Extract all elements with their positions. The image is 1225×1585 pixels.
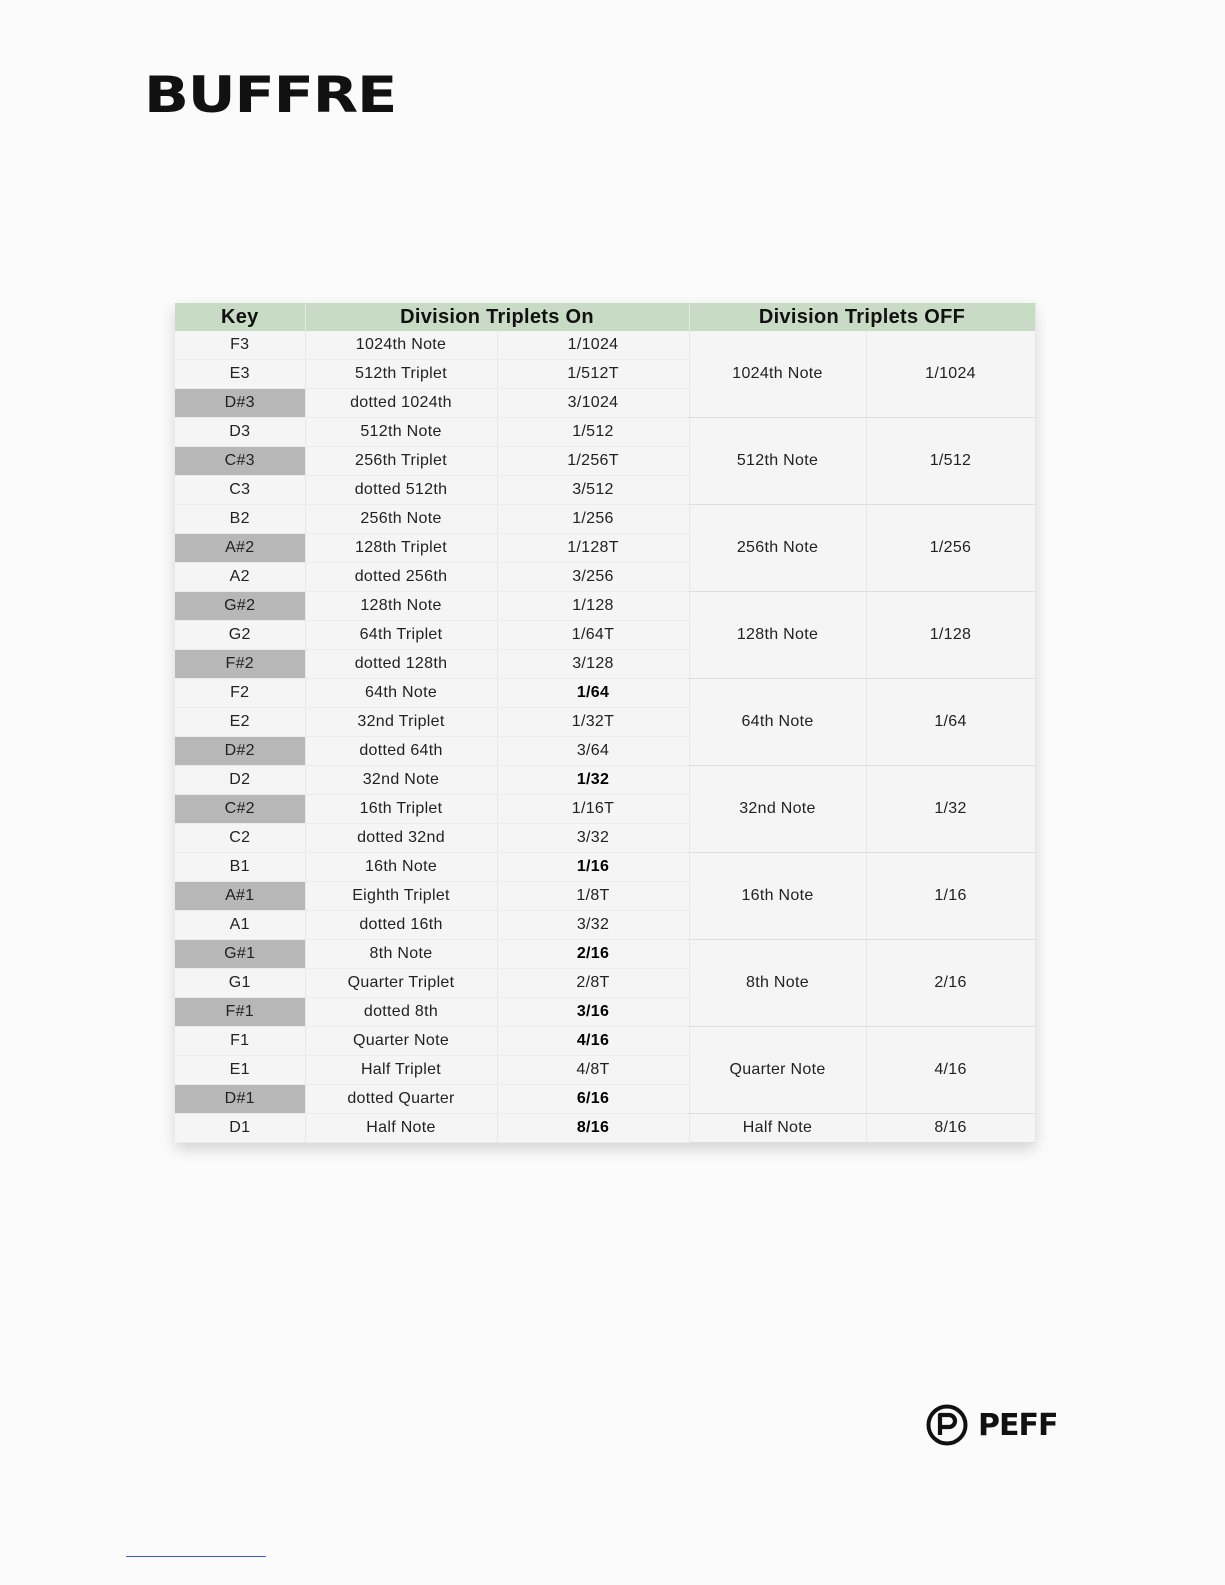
triplets-on-value-cell: 1/512T <box>497 360 689 389</box>
key-cell: A2 <box>175 563 305 592</box>
triplets-on-value-cell: 3/64 <box>497 737 689 766</box>
table-row <box>175 1114 1035 1143</box>
triplets-on-value-cell: 3/256 <box>497 563 689 592</box>
table-row <box>175 331 1035 360</box>
triplets-on-value-cell: 1/64 <box>497 679 689 708</box>
triplets-off-value-cell: 4/16 <box>866 1027 1035 1114</box>
triplets-on-value-cell: 8/16 <box>497 1114 689 1143</box>
triplets-off-value-cell: 1/1024 <box>866 331 1035 418</box>
peff-brand-text: PEFF <box>978 1407 1058 1443</box>
triplets-on-value-cell: 1/128T <box>497 534 689 563</box>
triplets-on-label-cell: 16th Note <box>305 853 497 882</box>
triplets-on-label-cell: Half Note <box>305 1114 497 1143</box>
triplets-on-value-cell: 3/128 <box>497 650 689 679</box>
triplets-on-label-cell: 64th Note <box>305 679 497 708</box>
triplets-on-label-cell: 8th Note <box>305 940 497 969</box>
triplets-on-label-cell: 16th Triplet <box>305 795 497 824</box>
key-cell: A#1 <box>175 882 305 911</box>
triplets-on-value-cell: 1/256T <box>497 447 689 476</box>
triplets-on-label-cell: Quarter Note <box>305 1027 497 1056</box>
triplets-on-label-cell: dotted 256th <box>305 563 497 592</box>
triplets-on-label-cell: 256th Note <box>305 505 497 534</box>
triplets-on-value-cell: 1/16 <box>497 853 689 882</box>
key-cell: D1 <box>175 1114 305 1143</box>
key-cell: G2 <box>175 621 305 650</box>
table-row <box>175 679 1035 708</box>
key-cell: C#2 <box>175 795 305 824</box>
key-cell: D#2 <box>175 737 305 766</box>
triplets-on-label-cell: 32nd Note <box>305 766 497 795</box>
triplets-on-label-cell: dotted 16th <box>305 911 497 940</box>
triplets-on-label-cell: 32nd Triplet <box>305 708 497 737</box>
table-row <box>175 592 1035 621</box>
triplets-off-label-cell: 128th Note <box>689 592 866 679</box>
table-row <box>175 505 1035 534</box>
triplets-on-label-cell: 128th Triplet <box>305 534 497 563</box>
triplets-on-value-cell: 3/16 <box>497 998 689 1027</box>
triplets-off-value-cell: 1/256 <box>866 505 1035 592</box>
triplets-on-value-cell: 1/1024 <box>497 331 689 360</box>
triplets-off-label-cell: 64th Note <box>689 679 866 766</box>
key-cell: G#1 <box>175 940 305 969</box>
key-cell: G1 <box>175 969 305 998</box>
division-table-container <box>175 303 1035 1143</box>
triplets-on-value-cell: 4/8T <box>497 1056 689 1085</box>
triplets-off-value-cell: 8/16 <box>866 1114 1035 1143</box>
triplets-on-value-cell: 1/8T <box>497 882 689 911</box>
key-cell: E3 <box>175 360 305 389</box>
triplets-on-value-cell: 1/32T <box>497 708 689 737</box>
triplets-on-label-cell: 64th Triplet <box>305 621 497 650</box>
key-cell: F1 <box>175 1027 305 1056</box>
triplets-on-value-cell: 1/64T <box>497 621 689 650</box>
triplets-on-label-cell: 1024th Note <box>305 331 497 360</box>
key-cell: F#1 <box>175 998 305 1027</box>
triplets-on-label-cell: Half Triplet <box>305 1056 497 1085</box>
triplets-on-label-cell: Quarter Triplet <box>305 969 497 998</box>
triplets-on-value-cell: 4/16 <box>497 1027 689 1056</box>
triplets-on-value-cell: 3/512 <box>497 476 689 505</box>
triplets-on-label-cell: 256th Triplet <box>305 447 497 476</box>
triplets-off-value-cell: 1/512 <box>866 418 1035 505</box>
key-cell: D#1 <box>175 1085 305 1114</box>
triplets-on-label-cell: dotted 512th <box>305 476 497 505</box>
table-body <box>175 331 1035 1143</box>
triplets-on-label-cell: dotted 1024th <box>305 389 497 418</box>
triplets-off-label-cell: 32nd Note <box>689 766 866 853</box>
table-row <box>175 853 1035 882</box>
key-cell: C2 <box>175 824 305 853</box>
triplets-on-label-cell: Eighth Triplet <box>305 882 497 911</box>
triplets-off-label-cell: 16th Note <box>689 853 866 940</box>
triplets-on-value-cell: 1/16T <box>497 795 689 824</box>
triplets-on-value-cell: 1/32 <box>497 766 689 795</box>
table-row <box>175 1027 1035 1056</box>
triplets-on-label-cell: dotted 32nd <box>305 824 497 853</box>
triplets-off-value-cell: 1/32 <box>866 766 1035 853</box>
triplets-off-label-cell: 256th Note <box>689 505 866 592</box>
triplets-on-value-cell: 3/32 <box>497 911 689 940</box>
triplets-on-label-cell: dotted 128th <box>305 650 497 679</box>
footer-link-underline <box>126 1556 266 1557</box>
triplets-on-value-cell: 3/1024 <box>497 389 689 418</box>
triplets-on-label-cell: dotted 64th <box>305 737 497 766</box>
key-cell: F2 <box>175 679 305 708</box>
key-cell: D2 <box>175 766 305 795</box>
table-row <box>175 766 1035 795</box>
peff-logo <box>926 1404 1057 1446</box>
triplets-off-value-cell: 1/16 <box>866 853 1035 940</box>
key-cell: F3 <box>175 331 305 360</box>
key-cell: D3 <box>175 418 305 447</box>
peff-p-circle-icon <box>926 1404 968 1446</box>
key-cell: D#3 <box>175 389 305 418</box>
triplets-on-value-cell: 3/32 <box>497 824 689 853</box>
triplets-off-value-cell: 1/128 <box>866 592 1035 679</box>
triplets-on-value-cell: 2/8T <box>497 969 689 998</box>
key-cell: A1 <box>175 911 305 940</box>
triplets-on-label-cell: 512th Note <box>305 418 497 447</box>
triplets-on-label-cell: dotted 8th <box>305 998 497 1027</box>
key-cell: F#2 <box>175 650 305 679</box>
triplets-off-label-cell: 8th Note <box>689 940 866 1027</box>
table-row <box>175 418 1035 447</box>
triplets-on-value-cell: 2/16 <box>497 940 689 969</box>
key-cell: G#2 <box>175 592 305 621</box>
triplets-off-label-cell: 512th Note <box>689 418 866 505</box>
key-cell: C3 <box>175 476 305 505</box>
key-cell: E1 <box>175 1056 305 1085</box>
triplets-off-label-cell: 1024th Note <box>689 331 866 418</box>
table-header-row <box>175 303 1035 331</box>
key-cell: C#3 <box>175 447 305 476</box>
triplets-on-label-cell: dotted Quarter <box>305 1085 497 1114</box>
key-cell: A#2 <box>175 534 305 563</box>
triplets-off-label-cell: Half Note <box>689 1114 866 1143</box>
buffre-logo: BUFFRE <box>144 66 397 124</box>
triplets-off-value-cell: 2/16 <box>866 940 1035 1027</box>
triplets-on-value-cell: 6/16 <box>497 1085 689 1114</box>
key-cell: E2 <box>175 708 305 737</box>
key-cell: B2 <box>175 505 305 534</box>
header-triplets-on: Division Triplets On <box>305 303 689 331</box>
triplets-on-value-cell: 1/512 <box>497 418 689 447</box>
triplets-on-label-cell: 512th Triplet <box>305 360 497 389</box>
triplets-on-label-cell: 128th Note <box>305 592 497 621</box>
division-table <box>175 303 1036 1143</box>
table-row <box>175 940 1035 969</box>
key-cell: B1 <box>175 853 305 882</box>
triplets-off-value-cell: 1/64 <box>866 679 1035 766</box>
triplets-on-value-cell: 1/128 <box>497 592 689 621</box>
triplets-on-value-cell: 1/256 <box>497 505 689 534</box>
header-key: Key <box>175 303 305 331</box>
triplets-off-label-cell: Quarter Note <box>689 1027 866 1114</box>
header-triplets-off: Division Triplets OFF <box>689 303 1035 331</box>
